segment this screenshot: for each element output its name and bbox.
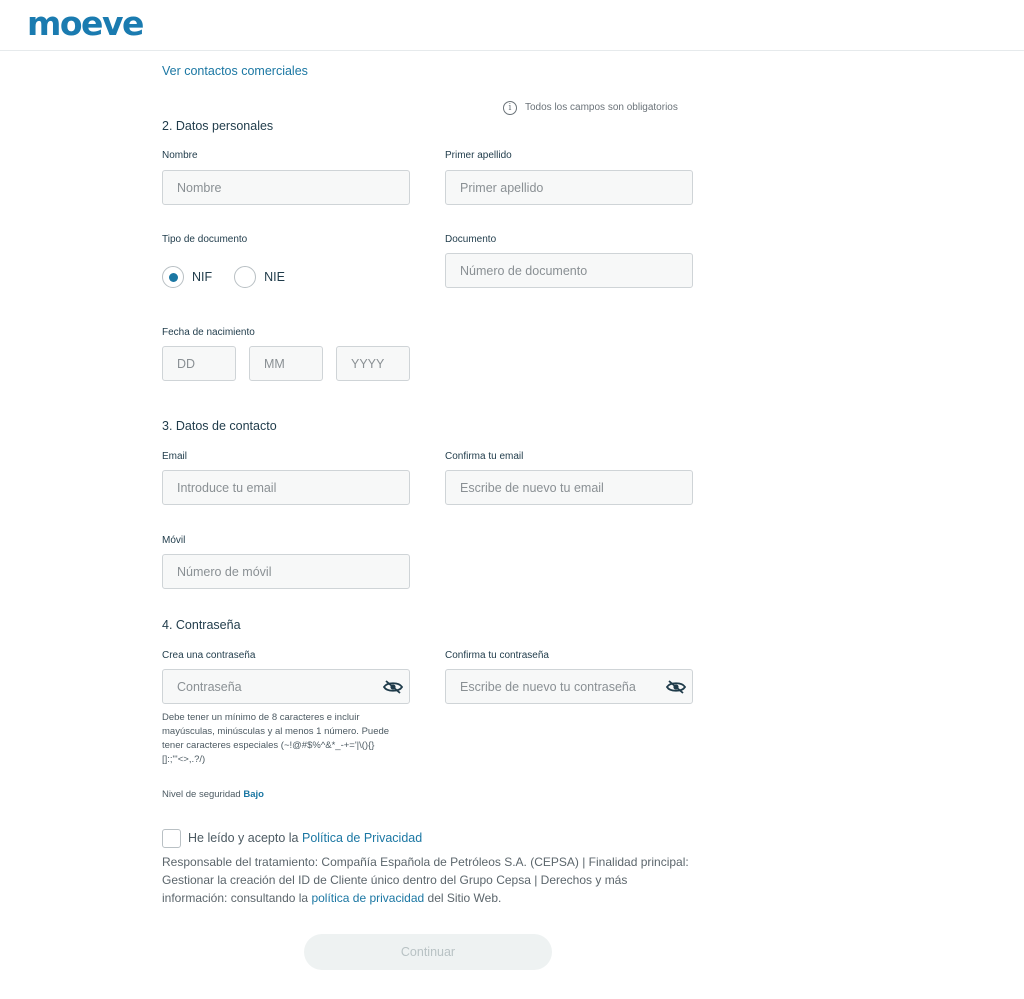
password-strength — [162, 789, 264, 801]
confirm-email-input[interactable] — [445, 470, 693, 505]
privacy-accept-prefix: He leído y acepto la — [188, 831, 299, 845]
documento-input[interactable] — [445, 253, 693, 288]
legal-disclaimer — [162, 853, 692, 907]
section-password-title: 4. Contraseña — [162, 618, 241, 632]
password-input[interactable] — [162, 669, 410, 704]
radio-nie-label[interactable]: NIE — [264, 270, 285, 284]
moeve-logo[interactable]: moeve — [27, 4, 143, 43]
security-level-label: Nivel de seguridad — [162, 789, 241, 800]
apellido-input[interactable] — [445, 170, 693, 205]
nombre-label: Nombre — [162, 150, 198, 161]
password-requirements-text: Debe tener un mínimo de 8 caracteres e incluir mayúsculas, minúsculas y al menos 1 número. Puede tener caracteres especiales (~!@#$%^&*_-+='|\(){}[]:;"'<>,.?/) — [162, 712, 390, 765]
section-contact-title: 3. Datos de contacto — [162, 419, 277, 433]
movil-input[interactable] — [162, 554, 410, 589]
privacy-policy-link[interactable]: Política de Privacidad — [301, 831, 423, 845]
legal-text: Responsable del tratamiento: Compañía Española de Petróleos S.A. (CEPSA) | Finalidad principal: Gestionar la creación del ID de Cliente único dentro del Grupo Cepsa | Derechos y más información: consultando la — [162, 855, 689, 905]
eye-slash-icon[interactable] — [666, 680, 686, 694]
email-input[interactable] — [162, 470, 410, 505]
confirm-password-input[interactable] — [445, 669, 693, 704]
eye-slash-icon[interactable] — [383, 680, 403, 694]
document-type-radio-group — [162, 266, 307, 288]
documento-label: Documento — [445, 234, 497, 245]
legal-suffix: del Sitio Web. — [427, 891, 502, 905]
privacy-accept-text — [188, 830, 422, 846]
privacy-policy-link-legal[interactable]: política de privacidad — [311, 891, 425, 905]
required-note-text: Todos los campos son obligatorios — [525, 102, 678, 113]
create-password-label: Crea una contraseña — [162, 650, 256, 661]
birth-year-input[interactable] — [336, 346, 410, 381]
security-level-value: Bajo — [243, 789, 264, 800]
birth-month-input[interactable] — [249, 346, 323, 381]
confirm-email-label: Confirma tu email — [445, 451, 524, 462]
movil-label: Móvil — [162, 535, 186, 546]
site-header — [0, 0, 1024, 51]
radio-nif-label[interactable]: NIF — [192, 270, 213, 284]
privacy-accept-checkbox[interactable] — [162, 829, 181, 848]
tipo-documento-label: Tipo de documento — [162, 234, 248, 245]
info-icon: i — [503, 101, 517, 115]
birth-day-input[interactable] — [162, 346, 236, 381]
section-personal-title: 2. Datos personales — [162, 119, 274, 133]
confirm-password-label: Confirma tu contraseña — [445, 650, 549, 661]
commercial-contacts-link[interactable]: Ver contactos comerciales — [162, 64, 308, 78]
email-label: Email — [162, 451, 188, 462]
apellido-label: Primer apellido — [445, 150, 512, 161]
required-fields-note — [503, 101, 678, 115]
nombre-input[interactable] — [162, 170, 410, 205]
radio-nif[interactable] — [162, 266, 184, 288]
continue-button[interactable]: Continuar — [304, 934, 552, 970]
radio-nie[interactable] — [234, 266, 256, 288]
fecha-nacimiento-label: Fecha de nacimiento — [162, 327, 255, 338]
